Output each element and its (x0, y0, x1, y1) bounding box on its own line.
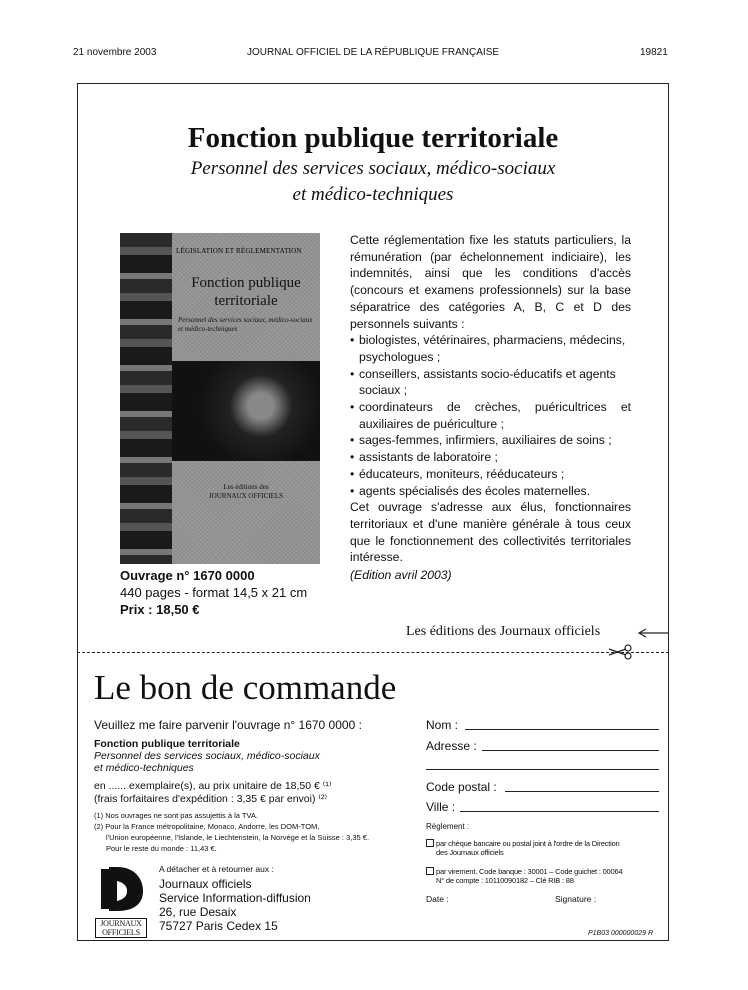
cover-title-line2: territoriale (214, 293, 278, 309)
adresse-field-line2[interactable] (426, 769, 659, 770)
footnote-2b: l'Union européenne, l'Islande, le Liechtenstein, la Norvège et la Suisse : 3,35 €. (106, 833, 370, 842)
order-intro: Veuillez me faire parvenir l'ouvrage n° 1670 0000 : (94, 718, 362, 732)
description-intro: Cette réglementation fixe les statuts particuliers, la rémunération (par échelonnement indiciaire), les indemnités, ainsi que les conditions d'accès (concours et examens professionnels) sur la base séparatrice des catégories A, B, C et D des personnels suivants : (350, 233, 631, 331)
cover-publisher-line1: Les éditions des (223, 483, 269, 491)
virement-line1: par virement. Code banque : 30001 – Code guichet : 00064 (436, 867, 623, 876)
order-book-subtitle2: et médico-techniques (94, 762, 194, 774)
order-book-title: Fonction publique territoriale (94, 738, 240, 750)
footnote-1: (1) Nos ouvrages ne sont pas assujettis à la TVA. (94, 811, 258, 820)
cover-publisher-line2: JOURNAUX OFFICIELS (208, 492, 284, 500)
book-pages-format: 440 pages - format 14,5 x 21 cm (120, 585, 308, 600)
date-label: Date : (426, 894, 449, 904)
book-price: Prix : 18,50 € (120, 602, 200, 617)
list-item: • sages-femmes, infirmiers, auxiliaires de soins ; (350, 433, 612, 448)
ville-label: Ville : (426, 800, 456, 814)
order-book-subtitle1: Personnel des services sociaux, médico-sociaux (94, 750, 320, 762)
shipping-line: (frais forfaitaires d'expédition : 3,35 € par envoi) ⁽²⁾ (94, 793, 328, 805)
logo-text-line2: OFFICIELS (102, 928, 140, 937)
cover-top-label: LÉGISLATION ET RÉGLEMENTATION (176, 247, 302, 255)
reglement-label: Règlement : (426, 822, 470, 831)
header-journal-title: JOURNAL OFFICIEL DE LA RÉPUBLIQUE FRANÇAISE (246, 47, 500, 58)
virement-checkbox[interactable] (426, 867, 434, 875)
ville-field[interactable] (460, 811, 659, 812)
cut-line (77, 652, 669, 653)
bullet-icon: • (350, 333, 355, 348)
list-item: • agents spécialisés des écoles maternelles. (350, 483, 591, 498)
header-date: 21 novembre 2003 (73, 47, 157, 58)
header-page-number: 19821 (640, 47, 668, 58)
list-item: • éducateurs, moniteurs, rééducateurs ; (350, 466, 565, 481)
reference-code: P1B03 000000029 R (588, 930, 653, 937)
bullet-icon: • (350, 483, 355, 498)
quantity-line[interactable]: en ...... exemplaire(s), au prix unitaire de 18,50 € ⁽¹⁾ (94, 780, 332, 792)
bullet-icon: • (350, 466, 355, 481)
edition-date: (Edition avril 2003) (350, 568, 452, 583)
nom-label: Nom : (426, 718, 459, 732)
cover-photo (172, 361, 320, 461)
virement-option (436, 867, 622, 885)
address-line1: Journaux officiels (159, 877, 252, 891)
list-item: • biologistes, vétérinaires, pharmaciens, médecins, psychologues ; (350, 333, 626, 364)
adresse-label: Adresse : (426, 739, 477, 753)
adresse-field[interactable] (482, 750, 659, 751)
ad-title: Fonction publique territoriale (187, 122, 559, 154)
ad-subtitle-line2: et médico-techniques (292, 184, 454, 205)
cover-photo-strip (120, 233, 172, 564)
address-line3: 26, rue Desaix (159, 905, 237, 919)
bullet-icon: • (350, 366, 355, 381)
logo-mark-icon (95, 865, 147, 913)
book-description (350, 232, 631, 584)
list-item: • conseillers, assistants socio-éducatifs et agents sociaux ; (350, 366, 616, 398)
signature-label: Signature : (555, 894, 597, 904)
virement-line2: N° de compte : 10110090182 – Clé RIB : 88 (436, 876, 574, 885)
cover-publisher (180, 483, 312, 501)
bullet-icon: • (350, 433, 355, 448)
book-cover-image (120, 233, 320, 564)
arrow-left-icon (637, 627, 669, 639)
code-postal-label: Code postal : (426, 780, 497, 794)
order-form-title: Le bon de commande (94, 668, 397, 707)
list-item: • assistants de laboratoire ; (350, 450, 498, 465)
address-line4: 75727 Paris Cedex 15 (159, 919, 278, 933)
description-outro: Cet ouvrage s'adresse aux élus, fonctionnaires territoriaux et d'une manière générale à tous ceux que le fonctionnement des collectivités territoriales intéresse. (350, 500, 631, 565)
footnote-2a: (2) Pour la France métropolitaine, Monaco, Andorre, les DOM-TOM, (94, 822, 320, 831)
personnel-list (350, 332, 631, 499)
bullet-icon: • (350, 450, 355, 465)
code-postal-field[interactable] (505, 791, 659, 792)
footnote-2c: Pour le reste du monde : 11,43 €. (106, 844, 217, 853)
nom-field[interactable] (465, 729, 659, 730)
cheque-line1: par chèque bancaire ou postal joint à l'ordre de la Direction (436, 839, 620, 848)
logo-text-line1: JOURNAUX (100, 919, 142, 928)
cheque-checkbox[interactable] (426, 839, 434, 847)
return-address (159, 877, 311, 933)
cover-title-line1: Fonction publique (191, 275, 301, 291)
detach-instruction: A détacher et à retourner aux : (159, 864, 274, 874)
scissors-icon (608, 644, 634, 660)
ad-subtitle-line1: Personnel des services sociaux, médico-sociaux (190, 158, 556, 179)
address-line2: Service Information-diffusion (159, 891, 311, 905)
list-item: • coordinateurs de crèches, puéricultrices et auxiliaires de puériculture ; (350, 400, 631, 431)
cheque-option (436, 839, 620, 857)
cover-subtitle: Personnel des services sociaux, médico-sociaux et médico-techniques (178, 316, 313, 333)
publisher-name: Les éditions des Journaux officiels (406, 624, 601, 639)
cheque-line2: des Journaux officiels (436, 848, 504, 857)
journaux-officiels-logo (95, 865, 147, 937)
ouvrage-number: Ouvrage n° 1670 0000 (120, 568, 255, 583)
bullet-icon: • (350, 400, 355, 415)
